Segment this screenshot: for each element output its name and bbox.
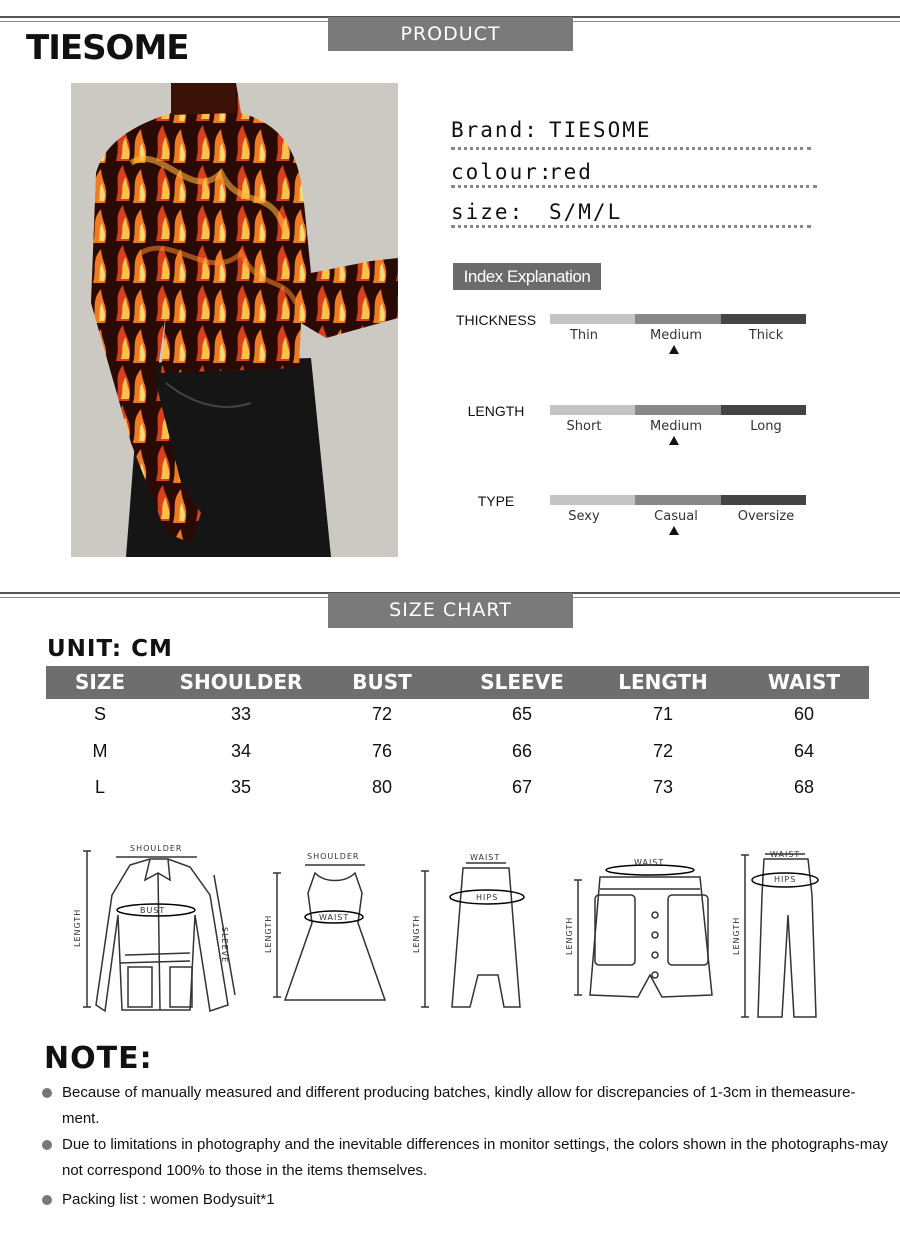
size-row	[451, 200, 622, 224]
skirt-hips-label: HIPS	[476, 893, 499, 902]
header-shoulder: SHOULDER	[179, 670, 303, 694]
jacket-diagram	[83, 851, 235, 1011]
brand-divider	[451, 147, 811, 150]
shorts-diagram	[574, 865, 712, 997]
type-label: TYPE	[477, 493, 515, 509]
brand-row	[451, 118, 652, 142]
colour-value: red	[549, 160, 593, 184]
cell-size: S	[93, 704, 106, 724]
cell-shoulder: 34	[230, 741, 252, 761]
size-label: size:	[451, 200, 525, 224]
size-chart-banner: SIZE CHART	[328, 593, 573, 628]
jacket-length-label: LENGTH	[73, 908, 82, 947]
note-item: Packing list : women Bodysuit*1	[62, 1191, 275, 1208]
type-option-casual: Casual	[654, 509, 698, 524]
colour-label: colour:	[451, 160, 554, 184]
thickness-option-medium: Medium	[650, 328, 702, 343]
measurement-diagrams	[0, 835, 900, 1030]
header-sleeve: SLEEVE	[480, 670, 564, 694]
brand-logo: TIESOME	[26, 28, 189, 68]
brand-label: Brand:	[451, 118, 539, 142]
index-explanation-title: Index Explanation	[453, 263, 601, 290]
skirt-length-label: LENGTH	[412, 914, 421, 953]
cell-bust: 72	[371, 704, 393, 724]
product-photo	[71, 83, 398, 557]
note-bullet-icon	[42, 1140, 52, 1150]
type-selected-marker	[669, 526, 679, 535]
note-title: NOTE:	[44, 1041, 153, 1076]
unit-label: UNIT: CM	[47, 636, 173, 662]
pants-length-label: LENGTH	[732, 916, 741, 955]
thickness-option-thin: Thin	[569, 328, 599, 343]
thickness-selected-marker	[669, 345, 679, 354]
thickness-label: THICKNESS	[455, 312, 537, 328]
cell-bust: 80	[371, 777, 393, 797]
length-option-long: Long	[750, 419, 782, 434]
brand-value: TIESOME	[549, 118, 652, 142]
header-length: LENGTH	[618, 670, 708, 694]
cell-waist: 64	[793, 741, 815, 761]
product-info-banner: PRODUCT INFORMATION	[328, 17, 573, 51]
type-option-sexy: Sexy	[568, 509, 600, 524]
type-scale	[550, 495, 806, 505]
size-table-header	[46, 666, 869, 699]
cell-size: L	[94, 777, 105, 797]
cell-length: 72	[652, 741, 674, 761]
dress-diagram	[273, 865, 385, 1000]
length-option-short: Short	[566, 419, 602, 434]
jacket-shoulder-label: SHOULDER	[130, 844, 183, 853]
skirt-diagram	[421, 863, 524, 1007]
note-bullet-icon	[42, 1195, 52, 1205]
cell-sleeve: 66	[511, 741, 533, 761]
cell-sleeve: 65	[511, 704, 533, 724]
colour-divider	[451, 185, 817, 188]
jacket-bust-label: BUST	[140, 906, 166, 915]
length-option-medium: Medium	[650, 419, 702, 434]
cell-length: 73	[652, 777, 674, 797]
header-waist: WAIST	[767, 670, 841, 694]
dress-shoulder-label: SHOULDER	[307, 852, 360, 861]
colour-row	[451, 160, 593, 184]
pants-waist-label: WAIST	[770, 850, 801, 859]
jacket-sleeve-label: SLEEVE	[220, 927, 229, 964]
length-label: LENGTH	[467, 403, 525, 419]
header-size: SIZE	[74, 670, 125, 694]
note-item: Due to limitations in photography and the inevitable differences in monitor settings, the colors shown in the photographs-may not correspond 100% to those in the items themselves.	[62, 1136, 889, 1179]
skirt-waist-label: WAIST	[470, 853, 501, 862]
cell-size: M	[92, 741, 108, 761]
type-option-oversize: Oversize	[737, 509, 795, 524]
cell-waist: 68	[793, 777, 815, 797]
header-bust: BUST	[352, 670, 412, 694]
note-bullet-icon	[42, 1088, 52, 1098]
shorts-length-label: LENGTH	[565, 916, 574, 955]
pants-hips-label: HIPS	[774, 875, 797, 884]
thickness-scale	[550, 314, 806, 324]
cell-bust: 76	[371, 741, 393, 761]
cell-waist: 60	[793, 704, 815, 724]
cell-shoulder: 33	[230, 704, 252, 724]
length-scale	[550, 405, 806, 415]
cell-length: 71	[652, 704, 674, 724]
note-item: Because of manually measured and different producing batches, kindly allow for discrepancies of 1-3cm in themeasure-ment.	[62, 1084, 856, 1127]
length-selected-marker	[669, 436, 679, 445]
size-divider	[451, 225, 811, 228]
dress-length-label: LENGTH	[264, 914, 273, 953]
size-value: S/M/L	[549, 200, 623, 224]
cell-sleeve: 67	[511, 777, 533, 797]
cell-shoulder: 35	[230, 777, 252, 797]
shorts-waist-label: WAIST	[634, 858, 665, 867]
thickness-option-thick: Thick	[748, 328, 784, 343]
dress-waist-label: WAIST	[319, 913, 350, 922]
